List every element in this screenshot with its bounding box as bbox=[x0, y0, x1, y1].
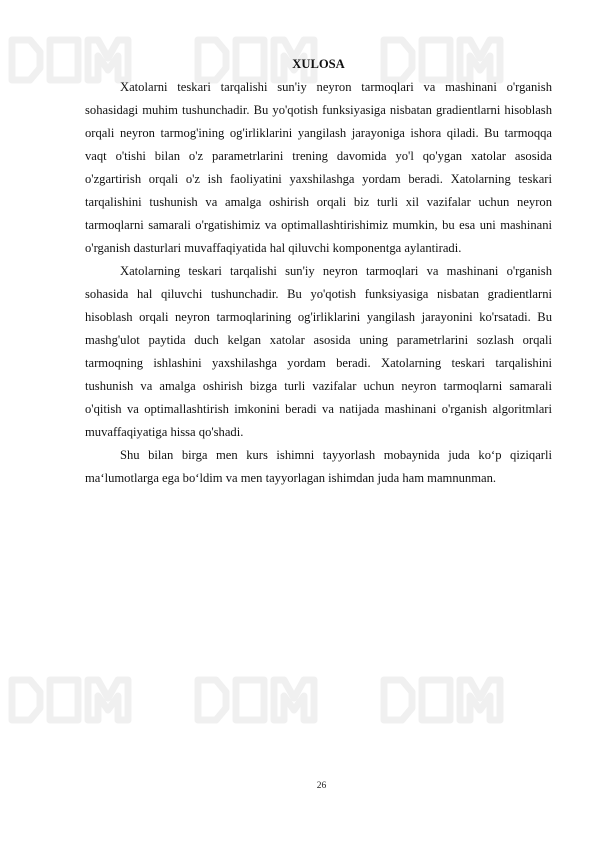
paragraph-3: Shu bilan birga men kurs ishimni tayyorlash mobaynida juda ko‘p qiziqarli ma‘lumotlarga ega bo‘ldim va men tayyorlagan ishimdan juda ham mamnunman. bbox=[85, 448, 552, 485]
paragraph-1: Xatolarni teskari tarqalishi sun'iy neyron tarmoqlari va mashinani o'rganish sohasidagi muhim tushunchadir. Bu yo'qotish funksiyasiga nisbatan gradientlarni hisoblash orqali neyron tarmog'ining og'irliklarini yangilash jarayoniga ishora qiladi. Bu tarmoqqa vaqt o'tishi bilan o'z parametrlarini trening davomida yo'l qo'ygan xatolar asosida o'zgartirish orqali o'z ish faoliyatini yaxshilashga yordam beradi. Xatolarning teskari tarqalishini tushunish va amalga oshirish orqali biz turli xil vazifalar uchun neyron tarmoqlarni samarali o'rgatishimiz va optimallashtirishimiz mumkin, bu esa uni mashinani o'rganish dasturlari muvaffaqiyatida hal qiluvchi komponentga aylantiradi. bbox=[85, 80, 552, 255]
document-body bbox=[85, 57, 552, 490]
paragraph-2: Xatolarning teskari tarqalishi sun'iy neyron tarmoqlari va mashinani o'rganish sohasida hal qiluvchi tushunchadir. Bu yo'qotish funksiyasiga nisbatan gradientlarni hisoblash orqali neyron tarmoqlarining og'irliklarini yangilash jarayonini ko'rsatadi. Bu mashg'ulot paytida duch kelgan xatolar asosida uning parametrlarini sozlash orqali tarmoqning ishlashini yaxshilashga yordam beradi. Xatolarning teskari tarqalishini tushunish va amalga oshirish bizga turli vazifalar uchun neyron tarmoqlarni samarali o'qitish va optimallashtirish imkonini beradi va natijada mashinani o'rganish algoritmlari muvaffaqiyatiga hissa qo'shadi. bbox=[85, 264, 552, 439]
page-number: 26 bbox=[316, 781, 327, 791]
section-title: XULOSA bbox=[292, 57, 345, 71]
